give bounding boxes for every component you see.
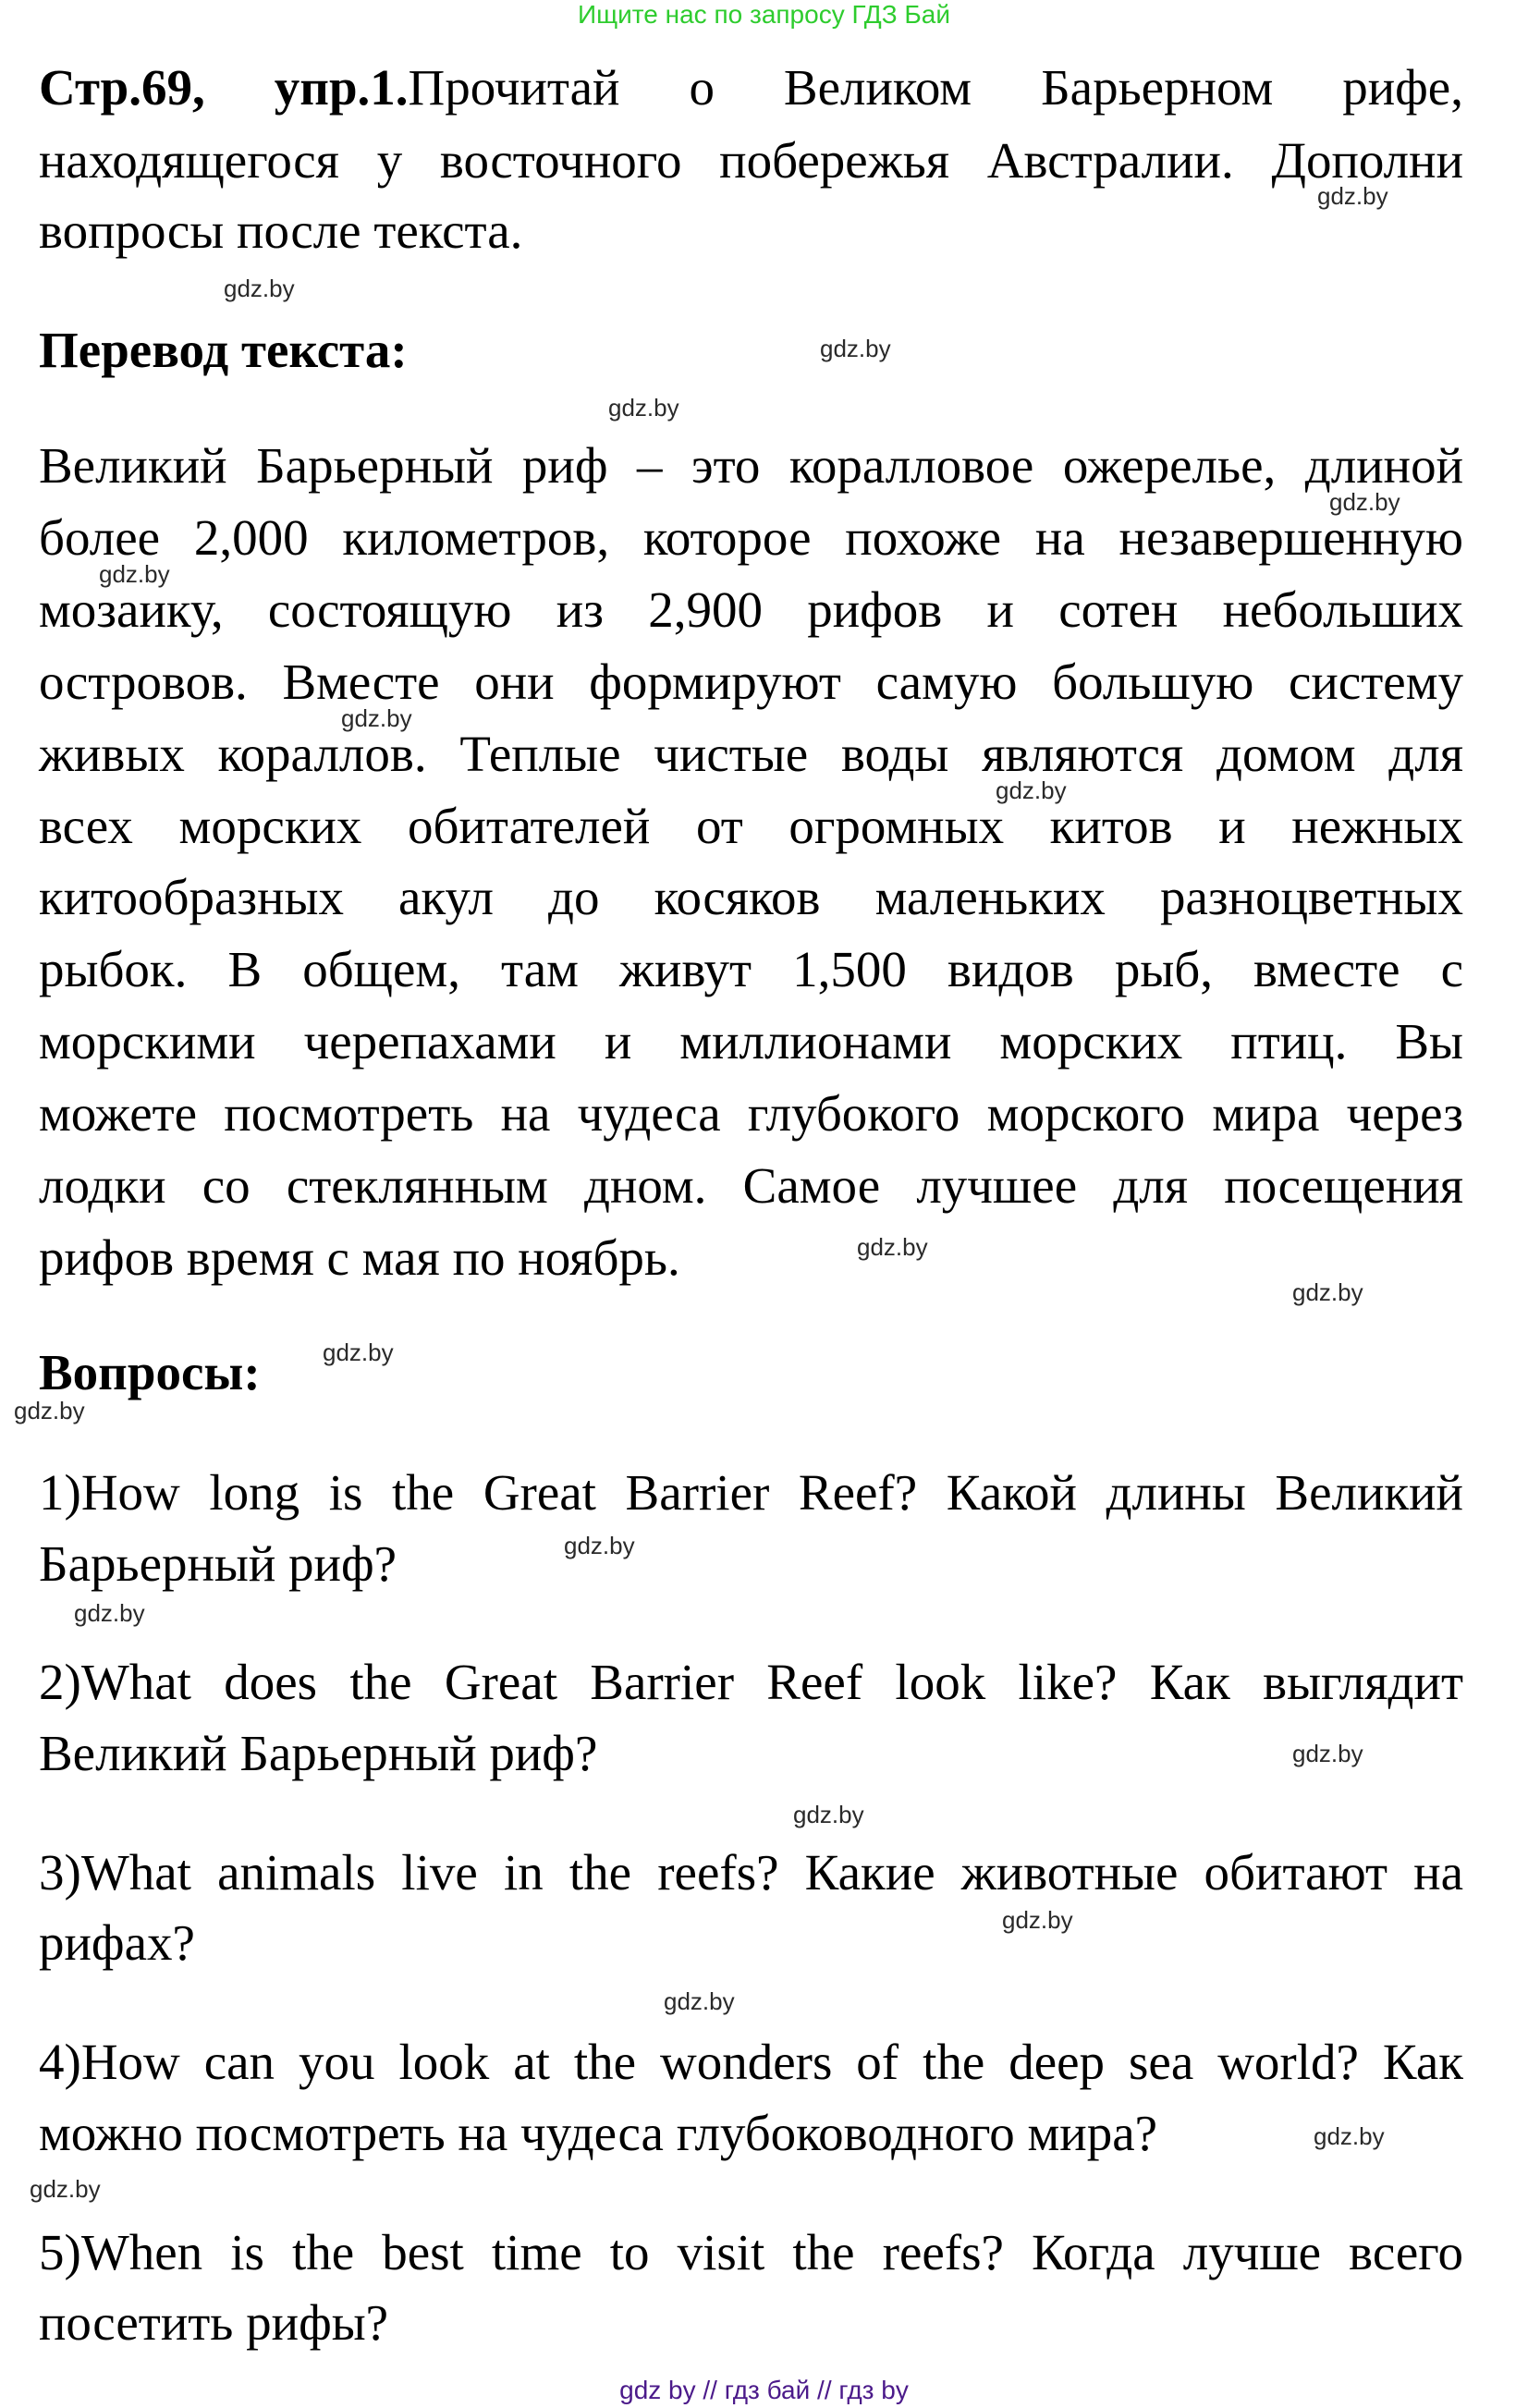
gdz-watermark: gdz.by [224, 275, 295, 302]
gdz-watermark: gdz.by [74, 1599, 145, 1627]
question-line: можно посмотреть на чудеса глубоководного мира? [39, 2105, 1158, 2161]
question-line: Великий Барьерный риф? [39, 1725, 598, 1781]
translation-line: рыбок. В общем, там живут 1,500 видов рыб, вместе с [39, 941, 1463, 998]
questions-heading: Вопросы: [39, 1344, 261, 1400]
question-line: посетить рифы? [39, 2294, 389, 2351]
gdz-watermark: gdz.by [608, 394, 679, 422]
question-line: рифах? [39, 1914, 195, 1971]
gdz-watermark: gdz.by [996, 776, 1067, 804]
task-text: Прочитай о Великом Барьерном рифе, [408, 59, 1463, 116]
translation-line: Великий Барьерный риф – это коралловое ожерелье, длиной [39, 437, 1463, 494]
question-line: Барьерный риф? [39, 1535, 397, 1592]
task-line [39, 59, 1463, 116]
gdz-watermark: gdz.by [1292, 1278, 1363, 1306]
gdz-watermark: gdz.by [664, 1987, 735, 2015]
gdz-watermark: gdz.by [1292, 1740, 1363, 1767]
translation-line: китообразных акул до косяков маленьких разноцветных [39, 869, 1463, 926]
gdz-watermark: gdz.by [1329, 488, 1400, 516]
translation-line: рифов время с мая по ноябрь. [39, 1228, 680, 1286]
translation-line: островов. Вместе они формируют самую большую систему [39, 653, 1463, 710]
question-line: 2)What does the Great Barrier Reef look like? Как выглядит [39, 1654, 1463, 1710]
question-line: 3)What animals live in the reefs? Какие животные обитают на [39, 1844, 1463, 1901]
task-label: Стр.69, упр.1. [39, 59, 409, 116]
search-hint-banner: Ищите нас по запросу ГДЗ Бай [577, 0, 951, 29]
question-line: 4)How can you look at the wonders of the deep sea world? Как [39, 2034, 1463, 2090]
gdz-watermark: gdz.by [564, 1532, 635, 1559]
gdz-watermark: gdz.by [793, 1801, 864, 1828]
gdz-watermark: gdz.by [30, 2175, 101, 2203]
translation-line: живых кораллов. Теплые чистые воды являются домом для [39, 725, 1463, 782]
translation-heading: Перевод текста: [39, 322, 408, 378]
translation-line: всех морских обитателей от огромных китов и нежных [39, 797, 1463, 854]
gdz-watermark: gdz.by [323, 1338, 394, 1366]
translation-line: лодки со стеклянным дном. Самое лучшее для посещения [39, 1157, 1463, 1214]
translation-line: мозаику, состоящую из 2,900 рифов и сотен небольших [39, 581, 1463, 638]
gdz-watermark: gdz.by [99, 560, 170, 588]
task-line: находящегося у восточного побережья Австралии. Дополни [39, 132, 1463, 189]
question-line: 5)When is the best time to visit the reefs? Когда лучше всего [39, 2224, 1463, 2280]
gdz-watermark: gdz.by [1002, 1906, 1073, 1934]
footer-watermark: gdz by // гдз бай // гдз by [619, 2376, 909, 2404]
gdz-watermark: gdz.by [820, 335, 891, 362]
gdz-watermark: gdz.by [857, 1233, 928, 1261]
gdz-watermark: gdz.by [341, 704, 412, 732]
translation-line: морскими черепахами и миллионами морских птиц. Вы [39, 1013, 1463, 1070]
translation-line: можете посмотреть на чудеса глубокого морского мира через [39, 1085, 1463, 1143]
translation-line: более 2,000 километров, которое похоже на незавершенную [39, 508, 1463, 566]
gdz-watermark: gdz.by [14, 1397, 85, 1424]
gdz-watermark: gdz.by [1314, 2122, 1385, 2150]
gdz-watermark: gdz.by [1317, 182, 1388, 210]
task-line: вопросы после текста. [39, 202, 523, 259]
question-line: 1)How long is the Great Barrier Reef? Какой длины Великий [39, 1464, 1463, 1521]
